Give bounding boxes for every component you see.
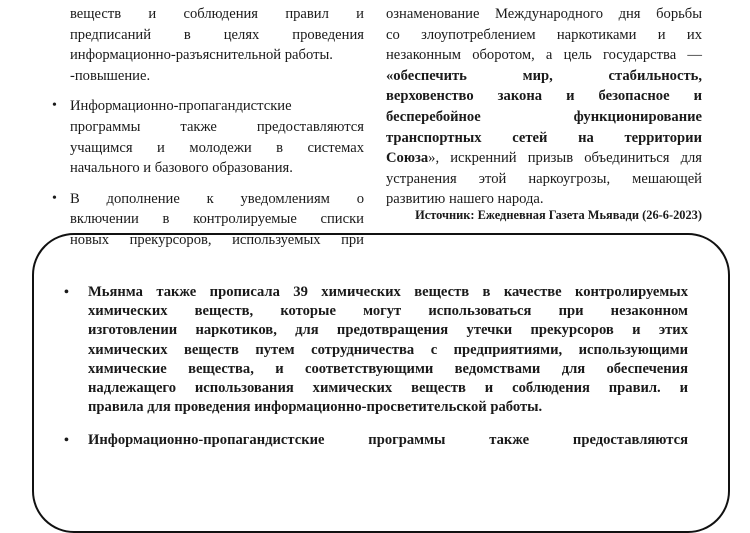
- text-line: химических веществ, которые могут использоваться при незаконном: [88, 303, 688, 320]
- text-line: включении в контролируемые списки: [70, 211, 364, 228]
- text-line: веществ и соблюдения правил и: [70, 6, 364, 22]
- bullet-icon: •: [52, 98, 57, 114]
- text-line: развитию нашего народа.: [386, 191, 544, 208]
- text-line: со злоупотреблением наркотиками и их: [386, 26, 702, 43]
- bullet-icon: •: [64, 433, 69, 449]
- text-fragment: », искренний призыв объединиться для: [428, 150, 702, 167]
- text-line: надлежащего использования химических веществ и соблюдения правил. и: [88, 380, 688, 397]
- text-line: В дополнение к уведомлениям о: [70, 190, 364, 207]
- text-line: ознаменование Международного дня борьбы: [386, 6, 702, 22]
- bullet-item: [64, 431, 688, 450]
- bold-fragment: Союза: [386, 150, 429, 167]
- bullet-item: [64, 283, 688, 417]
- text-line: Информационно-пропагандистские: [70, 98, 292, 115]
- bullet-icon: •: [64, 285, 69, 300]
- left-column: [52, 4, 364, 251]
- text-line: «обеспечить мир, стабильность,: [386, 67, 702, 84]
- bullet-icon: •: [52, 190, 57, 206]
- text-line: химических веществ путем сотрудничества с предприятиями, использующими: [88, 341, 688, 358]
- right-column: [386, 4, 702, 210]
- bullet-item: [52, 96, 364, 178]
- text-line: [386, 148, 702, 169]
- text-line: верховенство закона и безопасное и: [386, 88, 702, 105]
- text-line: новых прекурсоров, используемых при: [70, 231, 364, 248]
- text-line: -повышение.: [70, 67, 151, 84]
- text-line: правила для проведения информационно-просветительской работы.: [88, 399, 543, 416]
- highlight-box-content: [64, 283, 688, 451]
- text-line: предписаний в целях проведения: [70, 26, 364, 43]
- text-line: Информационно-пропагандистские программы также предоставляются: [88, 432, 688, 449]
- text-line: бесперебойное функционирование: [386, 108, 702, 125]
- text-line: начального и базового образования.: [70, 160, 293, 177]
- text-line: незаконным оборотом, а цель государства —: [386, 47, 702, 64]
- text-line: информационно-разъяснительной работы.: [70, 47, 333, 64]
- text-line: химические вещества, и соответствующими ведомствами для обеспечения: [88, 360, 688, 377]
- text-line: программы также предоставляются: [70, 118, 364, 135]
- source-citation: Источник: Ежедневная Газета Мьявади (26-6-2023): [415, 208, 702, 222]
- text-line: транспортных сетей на территории: [386, 129, 702, 146]
- text-line: учащимся и молодежи в системах: [70, 139, 364, 156]
- text-line: устранения этой наркоугрозы, мешающей: [386, 170, 702, 187]
- text-line: Мьянма также прописала 39 химических веществ в качестве контролируемых: [88, 284, 688, 300]
- text-line: изготовлении наркотиков, для предотвращения утечки прекурсоров и этих: [88, 322, 688, 339]
